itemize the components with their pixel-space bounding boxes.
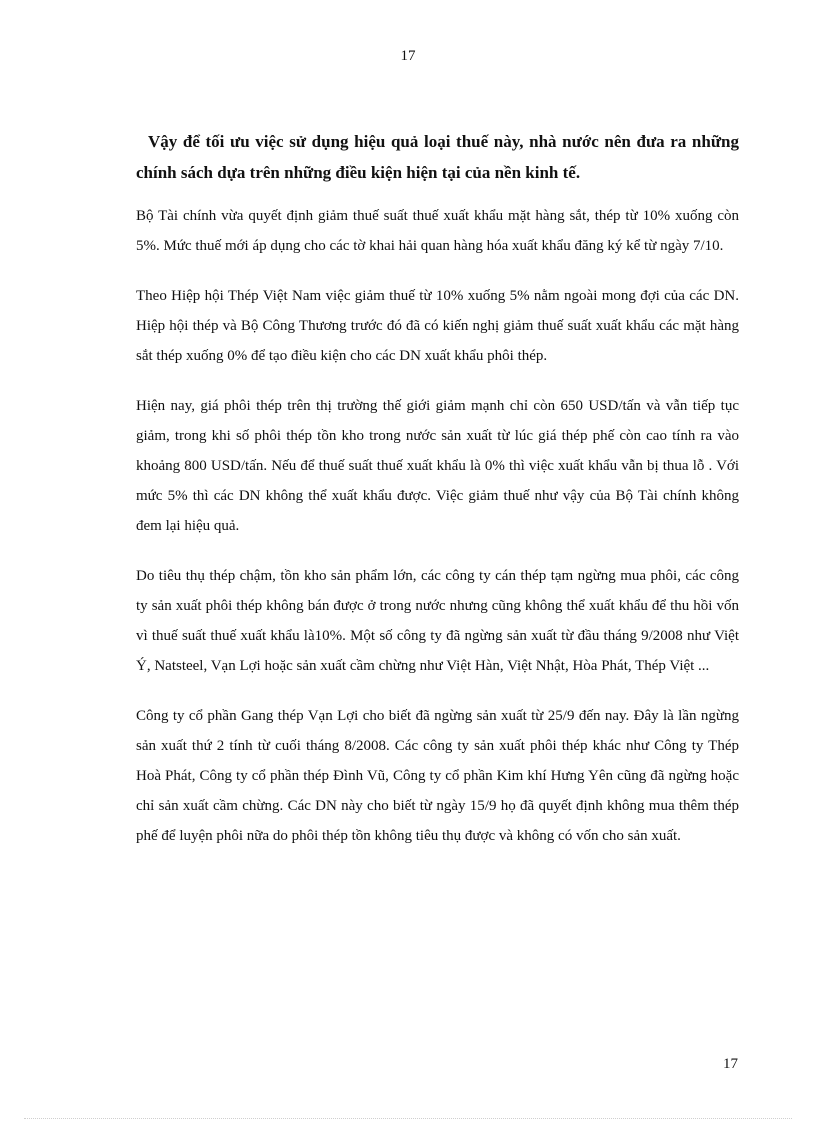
body-paragraph-3: Hiện nay, giá phôi thép trên thị trường thế giới giảm mạnh chỉ còn 650 USD/tấn và vẫn tiếp tục giảm, trong khi số phôi thép tồn kho trong nước sản xuất từ lúc giá thép phế còn cao tính ra vào khoảng 800 USD/tấn. Nếu để thuế suất thuế xuất khẩu là 0% thì việc xuất khẩu vẫn bị thua lỗ . Với mức 5% thì các DN không thể xuất khẩu được. Việc giảm thuế như vậy của Bộ Tài chính không đem lại hiệu quả. [136, 398, 739, 534]
body-paragraph-1: Bộ Tài chính vừa quyết định giảm thuế suất thuế xuất khẩu mặt hàng sắt, thép từ 10% xuống còn 5%. Mức thuế mới áp dụng cho các tờ khai hải quan hàng hóa xuất khẩu đăng ký kể từ ngày 7/10. [136, 208, 739, 254]
page-footer-number: 17 [723, 1056, 738, 1072]
page-bottom-divider [24, 1118, 792, 1119]
body-paragraph-5: Công ty cổ phần Gang thép Vạn Lợi cho biết đã ngừng sản xuất từ 25/9 đến nay. Đây là lần ngừng sản xuất thứ 2 tính từ cuối tháng 8/2008. Các công ty sản xuất phôi thép khác như Công ty Thép Hoà Phát, Công ty cổ phần thép Đình Vũ, Công ty cổ phần Kim khí Hưng Yên cũng đã ngừng hoặc chỉ sản xuất cầm chừng. Các DN này cho biết từ ngày 15/9 họ đã quyết định không mua thêm thép phế để luyện phôi nữa do phôi thép tồn không tiêu thụ được và không có vốn cho sản xuất. [136, 708, 739, 844]
body-paragraph-2: Theo Hiệp hội Thép Việt Nam việc giảm thuế từ 10% xuống 5% nằm ngoài mong đợi của các DN. Hiệp hội thép và Bộ Công Thương trước đó đã có kiến nghị giảm thuế suất xuất khẩu các mặt hàng sắt thép xuống 0% để tạo điều kiện cho các DN xuất khẩu phôi thép. [136, 288, 739, 364]
page-header-number: 17 [400, 48, 416, 64]
lead-paragraph: Vậy để tối ưu việc sử dụng hiệu quả loại thuế này, nhà nước nên đưa ra những chính sách dựa trên những điều kiện hiện tại của nền kinh tế. [136, 132, 739, 182]
body-paragraph-4: Do tiêu thụ thép chậm, tồn kho sản phẩm lớn, các công ty cán thép tạm ngừng mua phôi, các công ty sản xuất phôi thép không bán được ở trong nước nhưng cũng không thể xuất khẩu để thu hồi vốn vì thuế suất thuế xuất khẩu là10%. Một số công ty đã ngừng sản xuất từ đầu tháng 9/2008 như Việt Ý, Natsteel, Vạn Lợi hoặc sản xuất cầm chừng như Việt Hàn, Việt Nhật, Hòa Phát, Thép Việt ... [136, 568, 739, 674]
document-body [136, 126, 739, 871]
